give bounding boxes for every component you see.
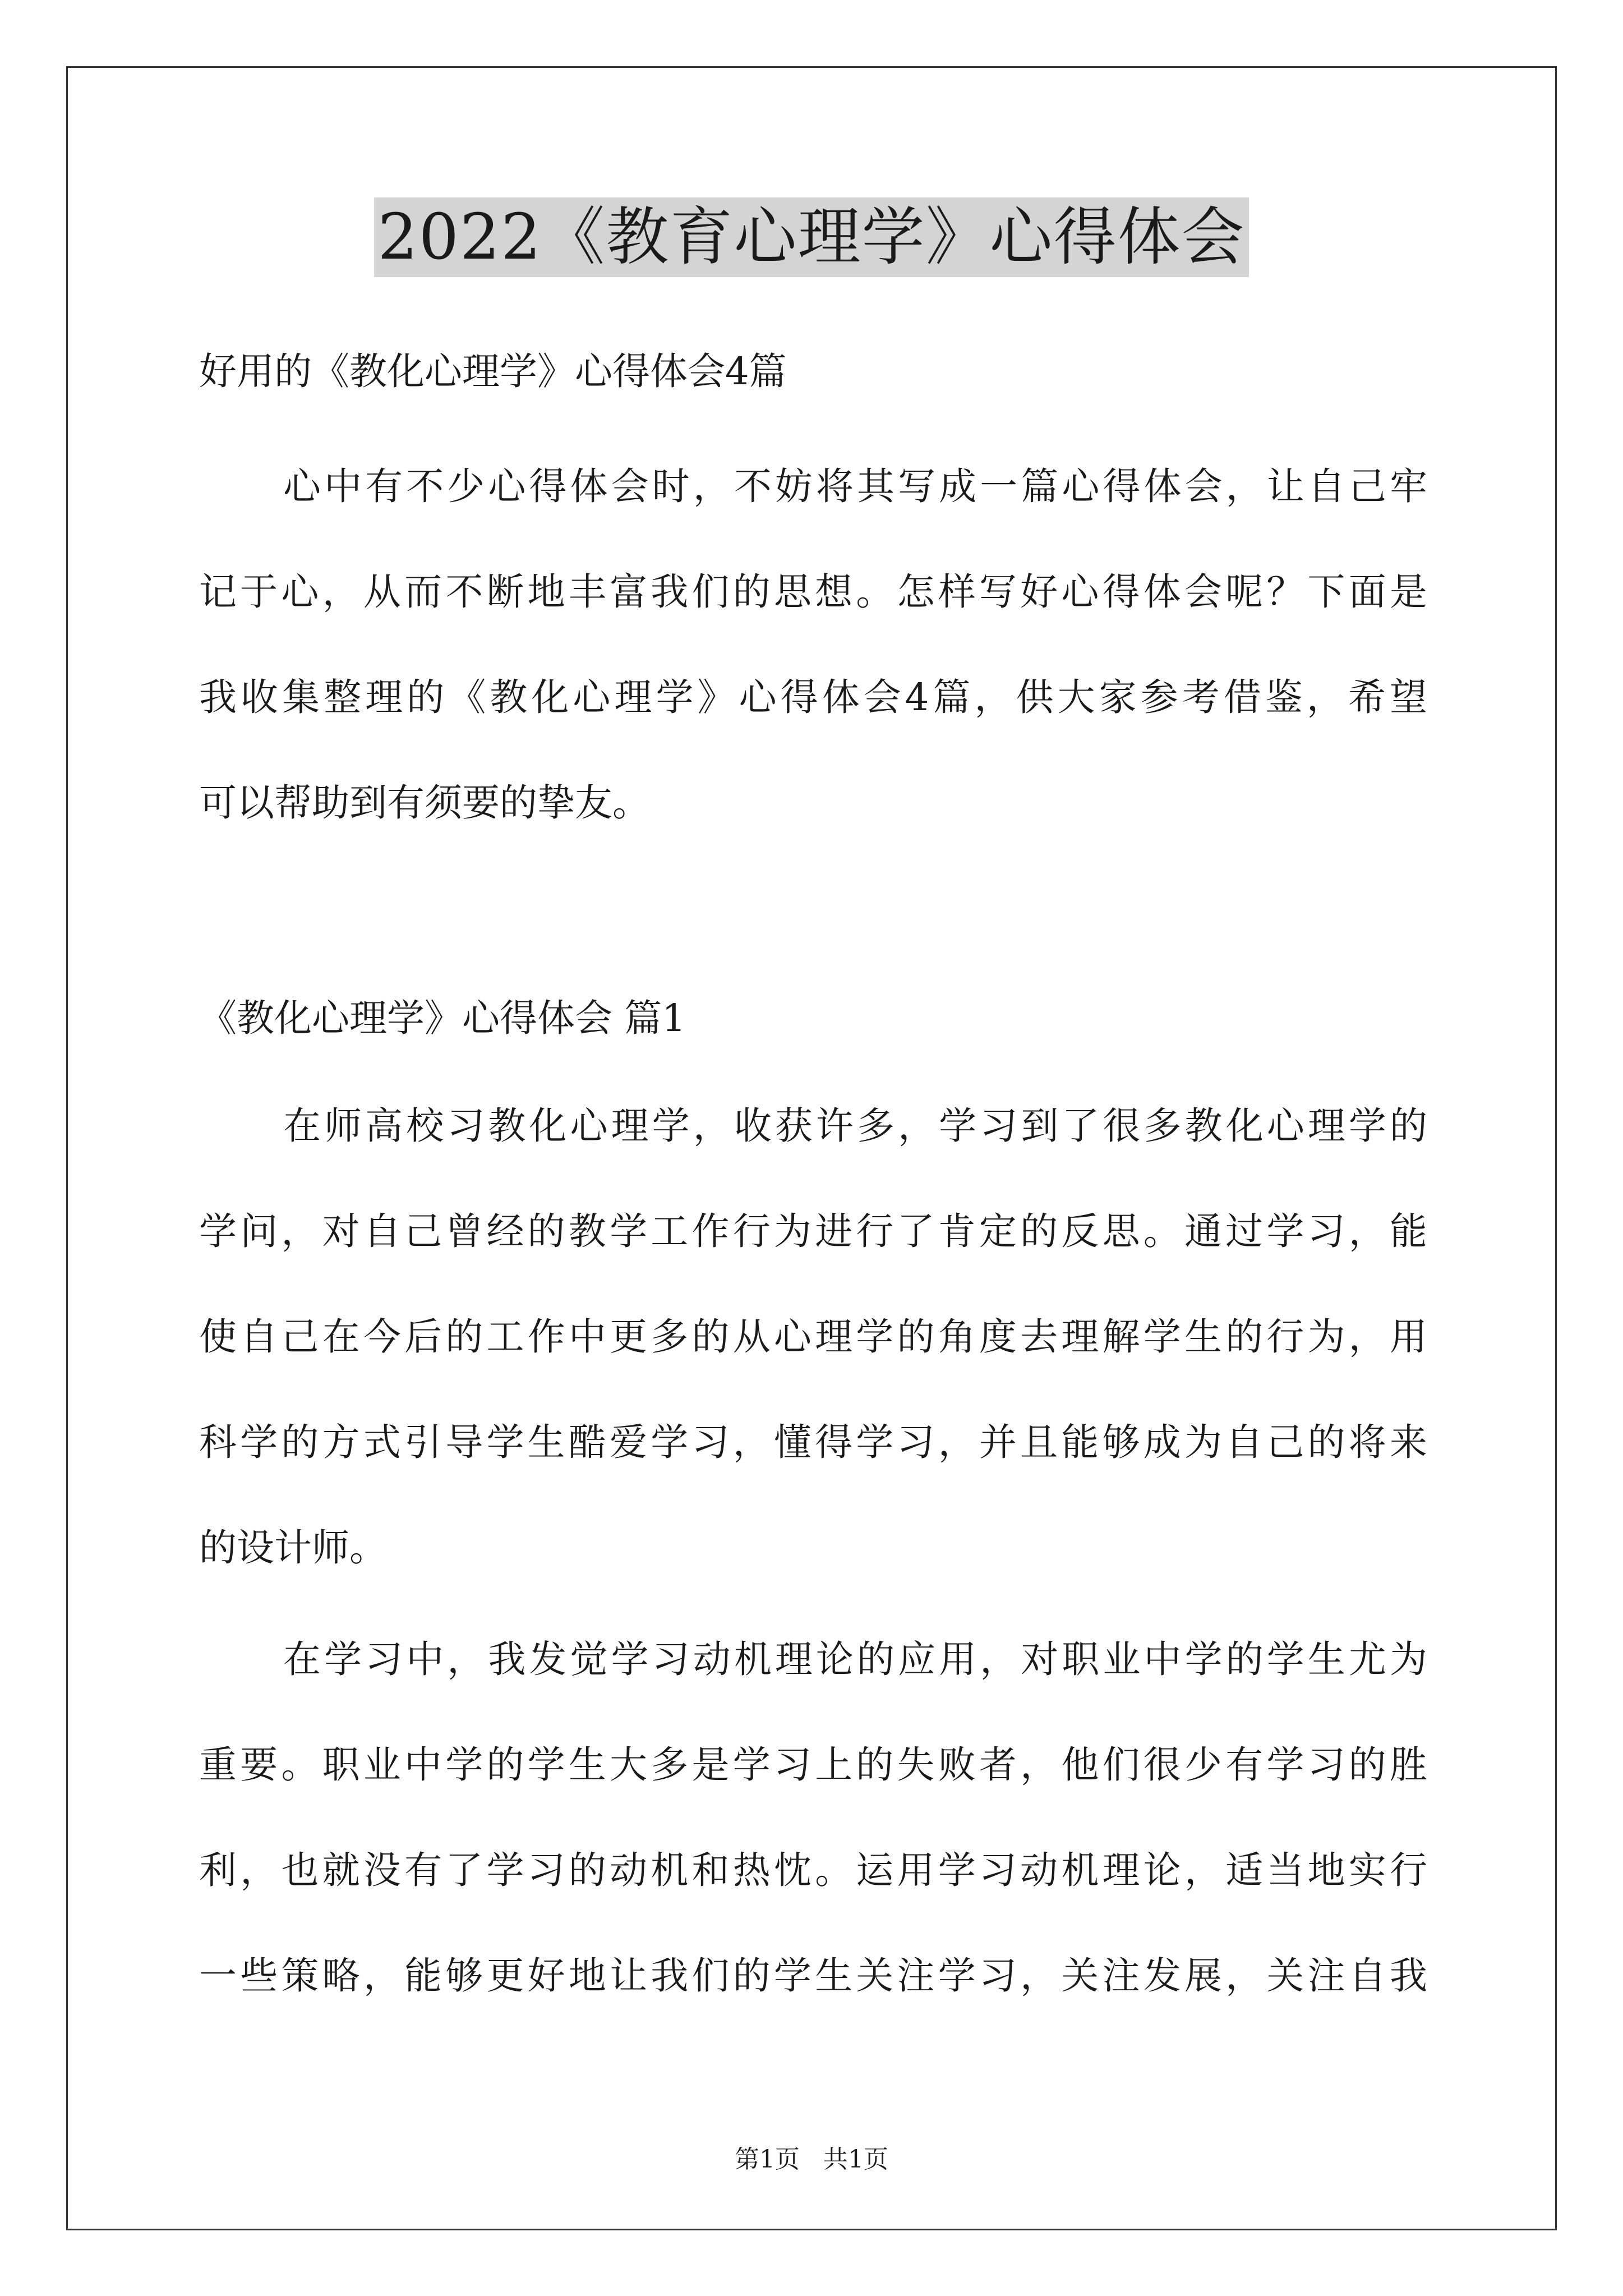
- paragraph2-line-1: 在学习中，我发觉学习动机理论的应用，对职业中学的学生尤为: [283, 1637, 1427, 1681]
- paragraph2-line-4: 一些策略，能够更好地让我们的学生关注学习，关注发展，关注自我: [199, 1954, 1427, 1998]
- intro-line-3: 我收集整理的《教化心理学》心得体会4篇，供大家参考借鉴，希望: [199, 675, 1427, 719]
- paragraph1-line-2: 学问，对自己曾经的教学工作行为进行了肯定的反思。通过学习，能: [199, 1209, 1427, 1253]
- intro-line-1: 心中有不少心得体会时，不妨将其写成一篇心得体会，让自己牢: [283, 464, 1427, 508]
- paragraph2-line-2: 重要。职业中学的学生大多是学习上的失败者，他们很少有学习的胜: [199, 1743, 1427, 1787]
- document-title: [0, 197, 1623, 277]
- paragraph1-line-5: 的设计师。: [199, 1526, 387, 1570]
- intro-line-4: 可以帮助到有须要的挚友。: [199, 781, 650, 825]
- document-subtitle: 好用的《教化心理学》心得体会4篇: [199, 349, 787, 393]
- document-title-text: 2022《教育心理学》心得体会: [374, 197, 1248, 277]
- paragraph1-line-3: 使自己在今后的工作中更多的从心理学的角度去理解学生的行为，用: [199, 1315, 1427, 1359]
- paragraph1-line-4: 科学的方式引导学生酷爱学习，懂得学习，并且能够成为自己的将来: [199, 1420, 1427, 1464]
- page-footer: 第1页 共1页: [735, 2145, 888, 2174]
- intro-line-2: 记于心，从而不断地丰富我们的思想。怎样写好心得体会呢？下面是: [199, 570, 1427, 614]
- paragraph2-line-3: 利，也就没有了学习的动机和热忱。运用学习动机理论，适当地实行: [199, 1848, 1427, 1892]
- section-heading: 《教化心理学》心得体会 篇1: [199, 996, 686, 1040]
- paragraph1-line-1: 在师高校习教化心理学，收获许多，学习到了很多教化心理学的: [283, 1104, 1427, 1148]
